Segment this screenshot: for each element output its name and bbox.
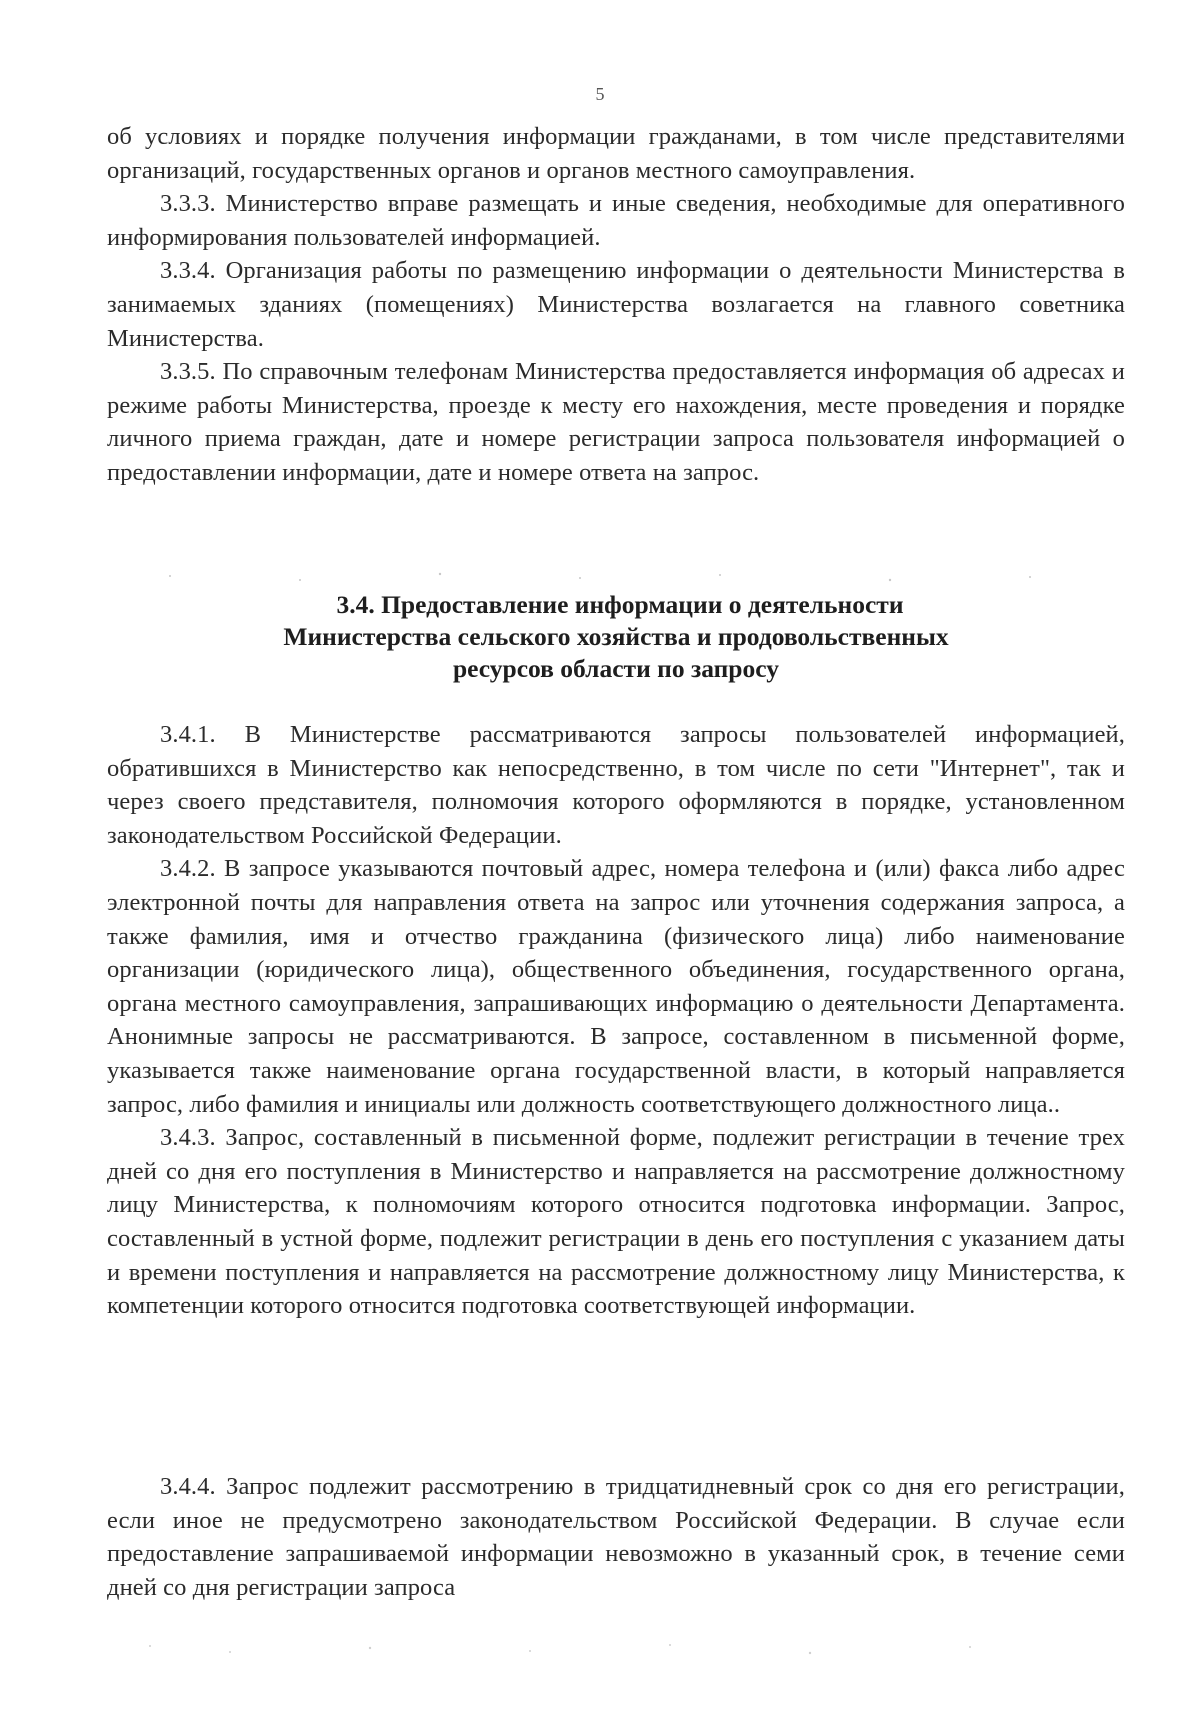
- section-heading-line-2: Министерства сельского хозяйства и продовольственных: [283, 622, 949, 651]
- section-heading-line-1: 3.4. Предоставление информации о деятельности: [336, 590, 904, 619]
- paragraph-3-4-2: 3.4.2. В запросе указываются почтовый адрес, номера телефона и (или) факса либо адрес электронной почты для направления ответа на запрос или уточнения содержания запроса, а также фамилия, имя и отчество гражданина (физического лица) либо наименование организации (юридического лица), общественного объединения, государственного органа, органа местного самоуправления, запрашивающих информацию о деятельности Департамента. Анонимные запросы не рассматриваются. В запросе, составленном в письменной форме, указывается также наименование органа государственной власти, в который направляется запрос, либо фамилия и инициалы или должность соответствующего должностного лица..: [107, 855, 1125, 1118]
- paragraph-3-4-1: 3.4.1. В Министерстве рассматриваются запросы пользователей информацией, обратившихся в Министерство как непосредственно, в том числе по сети "Интернет", так и через своего представителя, полномочия которого оформляются в порядке, установленном законодательством Российской Федерации.: [107, 721, 1125, 849]
- paragraph-3-4-4: 3.4.4. Запрос подлежит рассмотрению в тридцатидневный срок со дня его регистрации, если иное не предусмотрено законодательством Российской Федерации. В случае если предоставление запрашиваемой информации невозможно в указанный срок, в течение семи дней со дня регистрации запроса: [107, 1473, 1125, 1601]
- text-block-middle: [107, 718, 1125, 1323]
- text-block-bottom: [107, 1470, 1125, 1604]
- section-heading: [107, 589, 1125, 685]
- text-block-top: [107, 120, 1125, 490]
- scan-noise-bottom: [110, 1640, 1110, 1660]
- paragraph-continuation: об условиях и порядке получения информации гражданами, в том числе представителями организаций, государственных органов и органов местного самоуправления.: [107, 123, 1125, 184]
- section-heading-line-3: ресурсов области по запросу: [453, 654, 779, 683]
- paragraph-3-3-4: 3.3.4. Организация работы по размещению информации о деятельности Министерства в занимаемых зданиях (помещениях) Министерства возлагается на главного советника Министерства.: [107, 257, 1125, 352]
- paragraph-3-3-5: 3.3.5. По справочным телефонам Министерства предоставляется информация об адресах и режиме работы Министерства, проезде к месту его нахождения, месте проведения и порядке личного приема граждан, дате и номере регистрации запроса пользователя информацией о предоставлении информации, дате и номере ответа на запрос.: [107, 358, 1125, 486]
- scan-noise: [110, 568, 1110, 588]
- page-number: 5: [595, 84, 605, 104]
- paragraph-3-3-3: 3.3.3. Министерство вправе размещать и иные сведения, необходимые для оперативного информирования пользователей информацией.: [107, 190, 1125, 251]
- paragraph-3-4-3: 3.4.3. Запрос, составленный в письменной форме, подлежит регистрации в течение трех дней со дня его поступления в Министерство и направляется на рассмотрение должностному лицу Министерства, к полномочиям которого относится подготовка информации. Запрос, составленный в устной форме, подлежит регистрации в день его поступления с указанием даты и времени поступления и направляется на рассмотрение должностному лицу Министерства, к компетенции которого относится подготовка соответствующей информации.: [107, 1124, 1125, 1320]
